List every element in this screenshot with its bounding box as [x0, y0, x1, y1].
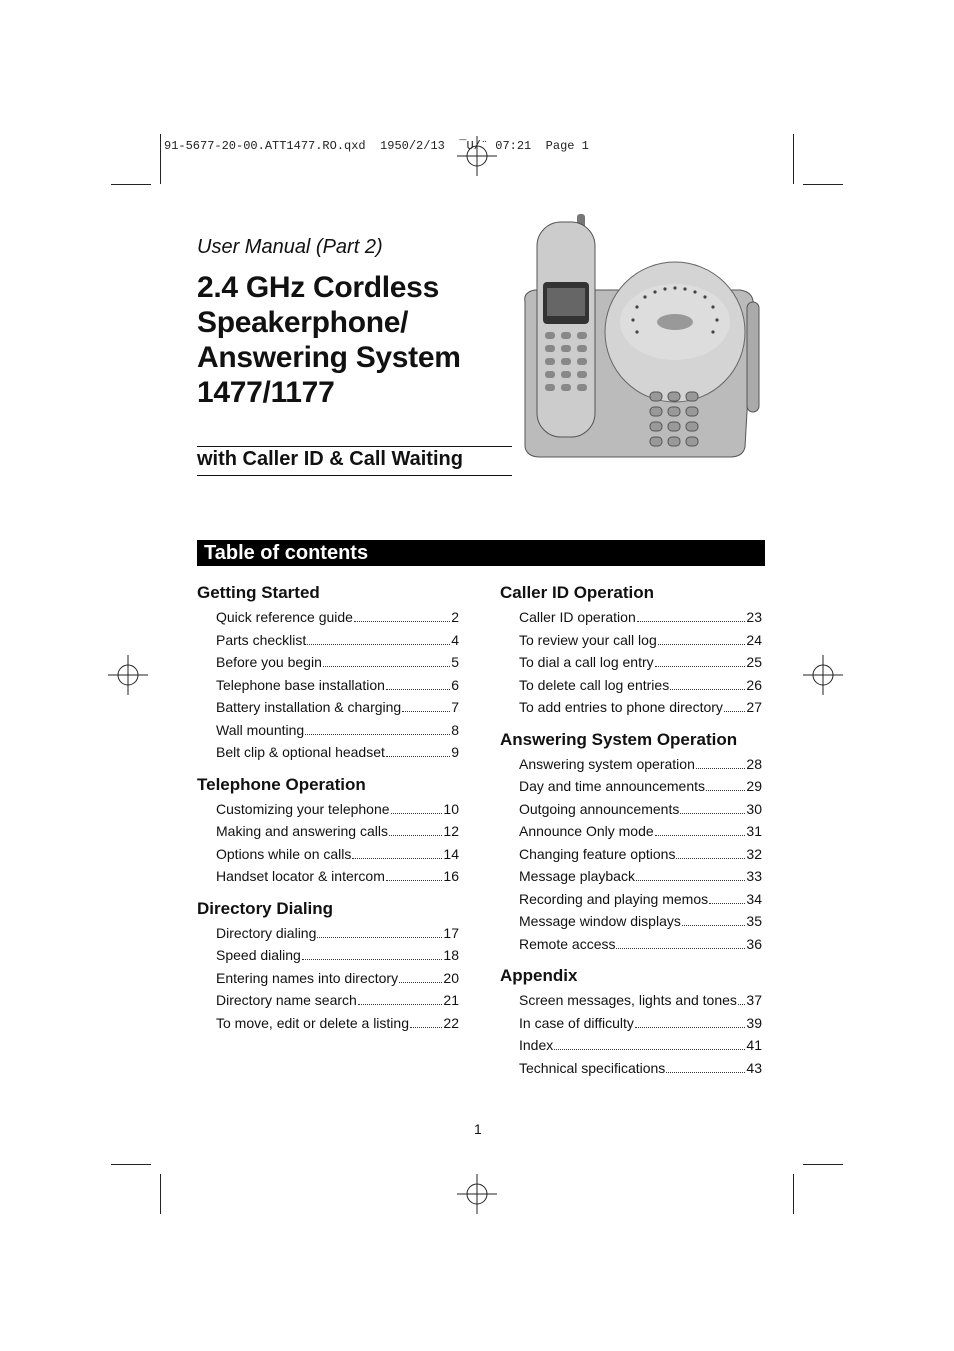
- toc-entry-page: 43: [746, 1059, 762, 1076]
- title-line: Answering System: [197, 341, 461, 374]
- toc-leader-dots: [655, 835, 746, 836]
- toc-leader-dots: [402, 711, 450, 712]
- toc-entry[interactable]: [500, 1015, 762, 1038]
- toc-entry-page: 36: [746, 935, 762, 952]
- toc-entry-page: 4: [451, 631, 459, 648]
- registration-mark-icon: [803, 655, 843, 695]
- registration-mark-icon: [457, 136, 497, 176]
- toc-entry[interactable]: [197, 925, 459, 948]
- toc-entry-page: 20: [443, 969, 459, 986]
- toc-section-heading: Caller ID Operation: [500, 583, 654, 602]
- toc-entry[interactable]: [500, 632, 762, 655]
- toc-entry-title: Speed dialing: [216, 947, 301, 963]
- toc-entry-title: Changing feature options: [519, 845, 676, 862]
- toc-entry[interactable]: [500, 891, 762, 914]
- printer-slug: 91-5677-20-00.ATT1477.RO.qxd 1950/2/13 ¯U/¨ 07:21 Page 1: [164, 139, 589, 153]
- toc-entry-page: 35: [746, 913, 762, 929]
- toc-entry-page: 30: [746, 800, 762, 817]
- toc-leader-dots: [696, 768, 746, 769]
- toc-entry[interactable]: [197, 699, 459, 722]
- toc-entry[interactable]: [500, 801, 762, 824]
- toc-leader-dots: [386, 880, 443, 881]
- toc-entry-title: Parts checklist: [216, 631, 307, 648]
- toc-section-heading: Telephone Operation: [197, 774, 366, 794]
- toc-entry-page: 33: [746, 868, 762, 884]
- toc-entry-title: Message window displays: [519, 913, 681, 929]
- toc-entry[interactable]: [500, 699, 762, 722]
- toc-entry[interactable]: [500, 654, 762, 677]
- toc-leader-dots: [399, 982, 442, 983]
- toc-leader-dots: [658, 644, 746, 645]
- toc-entry-page: 12: [443, 823, 459, 839]
- toc-leader-dots: [724, 711, 746, 712]
- toc-entry-page: 23: [746, 609, 762, 625]
- toc-entry-title: Directory name search: [216, 992, 357, 1008]
- crop-mark: [111, 184, 151, 185]
- divider: [197, 475, 512, 476]
- registration-mark-icon: [108, 655, 148, 695]
- toc-entry-page: 6: [451, 676, 459, 693]
- section-gap: [197, 767, 459, 775]
- toc-entry-title: Telephone base installation: [216, 676, 385, 693]
- toc-entry[interactable]: [197, 722, 459, 745]
- crop-mark: [803, 1164, 843, 1165]
- toc-entry-title: Recording and playing memos: [519, 890, 709, 907]
- toc-entry-page: 2: [451, 609, 459, 625]
- toc-entry-title: To delete call log entries: [519, 676, 670, 693]
- toc-entry-page: 14: [443, 845, 459, 862]
- toc-leader-dots: [307, 644, 450, 645]
- toc-entry-title: Handset locator & intercom: [216, 868, 385, 884]
- toc-entry[interactable]: [197, 654, 459, 677]
- toc-entry-page: 31: [746, 823, 762, 839]
- toc-section-heading: Answering System Operation: [500, 729, 738, 749]
- title-line: 2.4 GHz Cordless: [197, 271, 439, 304]
- toc-heading: Table of contents: [204, 542, 369, 564]
- toc-entry-title: Technical specifications: [519, 1059, 666, 1076]
- section-gap: [500, 722, 762, 730]
- toc-entry-page: 5: [451, 654, 459, 670]
- toc-entry-page: 34: [746, 890, 762, 907]
- toc-entry-title: Making and answering calls: [216, 823, 388, 839]
- toc-entry-page: 21: [443, 992, 459, 1008]
- toc-section-heading: Appendix: [500, 966, 578, 985]
- toc-entry-page: 16: [443, 868, 459, 884]
- toc-entry-title: Announce Only mode: [519, 823, 654, 839]
- toc-entry-page: 32: [746, 845, 762, 862]
- toc-entry[interactable]: [500, 778, 762, 801]
- title-line: 1477/1177: [197, 376, 335, 409]
- toc-entry-title: Customizing your telephone: [216, 800, 390, 817]
- toc-entry-page: 9: [451, 744, 459, 760]
- toc-leader-dots: [666, 1072, 745, 1073]
- toc-entry[interactable]: [197, 992, 459, 1015]
- toc-leader-dots: [709, 903, 745, 904]
- toc-entry[interactable]: [197, 868, 459, 891]
- toc-leader-dots: [358, 1004, 443, 1005]
- toc-entry-page: 41: [746, 1037, 762, 1053]
- toc-entry-title: Message playback: [519, 868, 635, 884]
- toc-entry-title: Answering system operation: [519, 755, 695, 772]
- toc-entry-title: Before you begin: [216, 654, 322, 670]
- toc-entry[interactable]: [197, 677, 459, 700]
- toc-entry[interactable]: [500, 936, 762, 959]
- crop-mark: [793, 1174, 794, 1214]
- toc-entry[interactable]: [197, 609, 459, 632]
- toc-entry-title: Wall mounting: [216, 721, 305, 738]
- toc-leader-dots: [636, 880, 745, 881]
- toc-entry[interactable]: [500, 823, 762, 846]
- toc-entry[interactable]: [197, 744, 459, 767]
- toc-entry-title: Outgoing announcements: [519, 800, 680, 817]
- toc-entry-title: Options while on calls: [216, 845, 352, 862]
- toc-leader-dots: [391, 813, 443, 814]
- toc-leader-dots: [386, 689, 450, 690]
- crop-mark: [160, 134, 161, 184]
- crop-mark: [160, 1174, 161, 1214]
- toc-leader-dots: [354, 621, 450, 622]
- toc-leader-dots: [317, 937, 442, 938]
- toc-heading-bar: [197, 540, 765, 566]
- toc-section-heading: Getting Started: [197, 583, 320, 602]
- page-number: 1: [474, 1121, 482, 1137]
- toc-entry-page: 29: [746, 778, 762, 794]
- toc-leader-dots: [706, 790, 745, 791]
- section-gap: [197, 891, 459, 899]
- registration-mark-icon: [457, 1174, 497, 1214]
- toc-entry-title: Battery installation & charging: [216, 699, 402, 715]
- toc-entry[interactable]: [197, 970, 459, 993]
- toc-entry-page: 27: [746, 699, 762, 715]
- toc-entry-title: In case of difficulty: [519, 1014, 634, 1031]
- toc-leader-dots: [655, 666, 746, 667]
- toc-entry[interactable]: [197, 947, 459, 970]
- toc-section-heading: Directory Dialing: [197, 898, 334, 918]
- toc-leader-dots: [670, 689, 745, 690]
- crop-mark: [793, 134, 794, 184]
- toc-entry-title: Directory dialing: [216, 924, 317, 941]
- divider: [197, 446, 512, 447]
- toc-entry-page: 22: [443, 1014, 459, 1031]
- toc-entry-page: 7: [451, 699, 459, 715]
- toc-entry-page: 39: [746, 1014, 762, 1031]
- manual-subtitle: User Manual (Part 2): [197, 236, 383, 258]
- toc-entry[interactable]: [500, 868, 762, 891]
- toc-entry[interactable]: [197, 823, 459, 846]
- toc-leader-dots: [386, 756, 450, 757]
- section-gap: [500, 958, 762, 966]
- toc-leader-dots: [680, 813, 745, 814]
- toc-entry-page: 28: [746, 755, 762, 772]
- toc-entry-title: Quick reference guide: [216, 609, 353, 625]
- toc-entry-title: Caller ID operation: [519, 609, 636, 625]
- toc-column-right: [500, 583, 762, 1082]
- toc-leader-dots: [635, 1027, 746, 1028]
- toc-leader-dots: [352, 858, 442, 859]
- toc-leader-dots: [323, 666, 450, 667]
- toc-entry[interactable]: [197, 1015, 459, 1038]
- toc-entry[interactable]: [197, 801, 459, 824]
- toc-entry-page: 37: [746, 992, 762, 1008]
- toc-entry-page: 25: [746, 654, 762, 670]
- toc-entry-page: 26: [746, 676, 762, 693]
- toc-entry[interactable]: [500, 756, 762, 779]
- toc-entry-page: 10: [443, 800, 459, 817]
- toc-leader-dots: [389, 835, 442, 836]
- toc-entry-title: Day and time announcements: [519, 778, 705, 794]
- toc-entry-title: Entering names into directory: [216, 969, 399, 986]
- toc-entry-title: To dial a call log entry: [519, 654, 654, 670]
- toc-entry[interactable]: [500, 1037, 762, 1060]
- toc-entry-page: 8: [451, 721, 459, 738]
- toc-entry-title: To move, edit or delete a listing: [216, 1014, 409, 1031]
- crop-mark: [803, 184, 843, 185]
- toc-entry[interactable]: [500, 992, 762, 1015]
- cordless-phone-illustration-icon: [515, 212, 765, 462]
- crop-mark: [111, 1164, 151, 1165]
- toc-column-left: [197, 583, 459, 1037]
- title-line: Speakerphone/: [197, 306, 409, 339]
- toc-entry-page: 17: [443, 924, 459, 941]
- toc-leader-dots: [554, 1049, 745, 1050]
- toc-entry[interactable]: [500, 846, 762, 869]
- toc-entry-title: Belt clip & optional headset: [216, 744, 385, 760]
- toc-entry[interactable]: [500, 677, 762, 700]
- toc-entry-title: To review your call log: [519, 631, 657, 648]
- toc-entry-title: Remote access: [519, 935, 616, 952]
- toc-entry-page: 24: [746, 631, 762, 648]
- toc-leader-dots: [676, 858, 745, 859]
- toc-entry-page: 18: [443, 947, 459, 963]
- toc-entry-title: Index: [519, 1037, 554, 1053]
- toc-leader-dots: [302, 959, 443, 960]
- toc-entry[interactable]: [500, 1060, 762, 1083]
- toc-entry[interactable]: [197, 632, 459, 655]
- toc-entry-title: To add entries to phone directory: [519, 699, 723, 715]
- toc-leader-dots: [738, 1004, 746, 1005]
- toc-entry[interactable]: [197, 846, 459, 869]
- toc-entry[interactable]: [500, 913, 762, 936]
- toc-leader-dots: [682, 925, 746, 926]
- toc-leader-dots: [637, 621, 746, 622]
- toc-leader-dots: [616, 948, 745, 949]
- product-tagline: with Caller ID & Call Waiting: [197, 448, 463, 470]
- product-title: [197, 270, 527, 410]
- toc-leader-dots: [410, 1027, 442, 1028]
- toc-leader-dots: [305, 734, 450, 735]
- toc-entry-title: Screen messages, lights and tones: [519, 992, 737, 1008]
- toc-entry[interactable]: [500, 609, 762, 632]
